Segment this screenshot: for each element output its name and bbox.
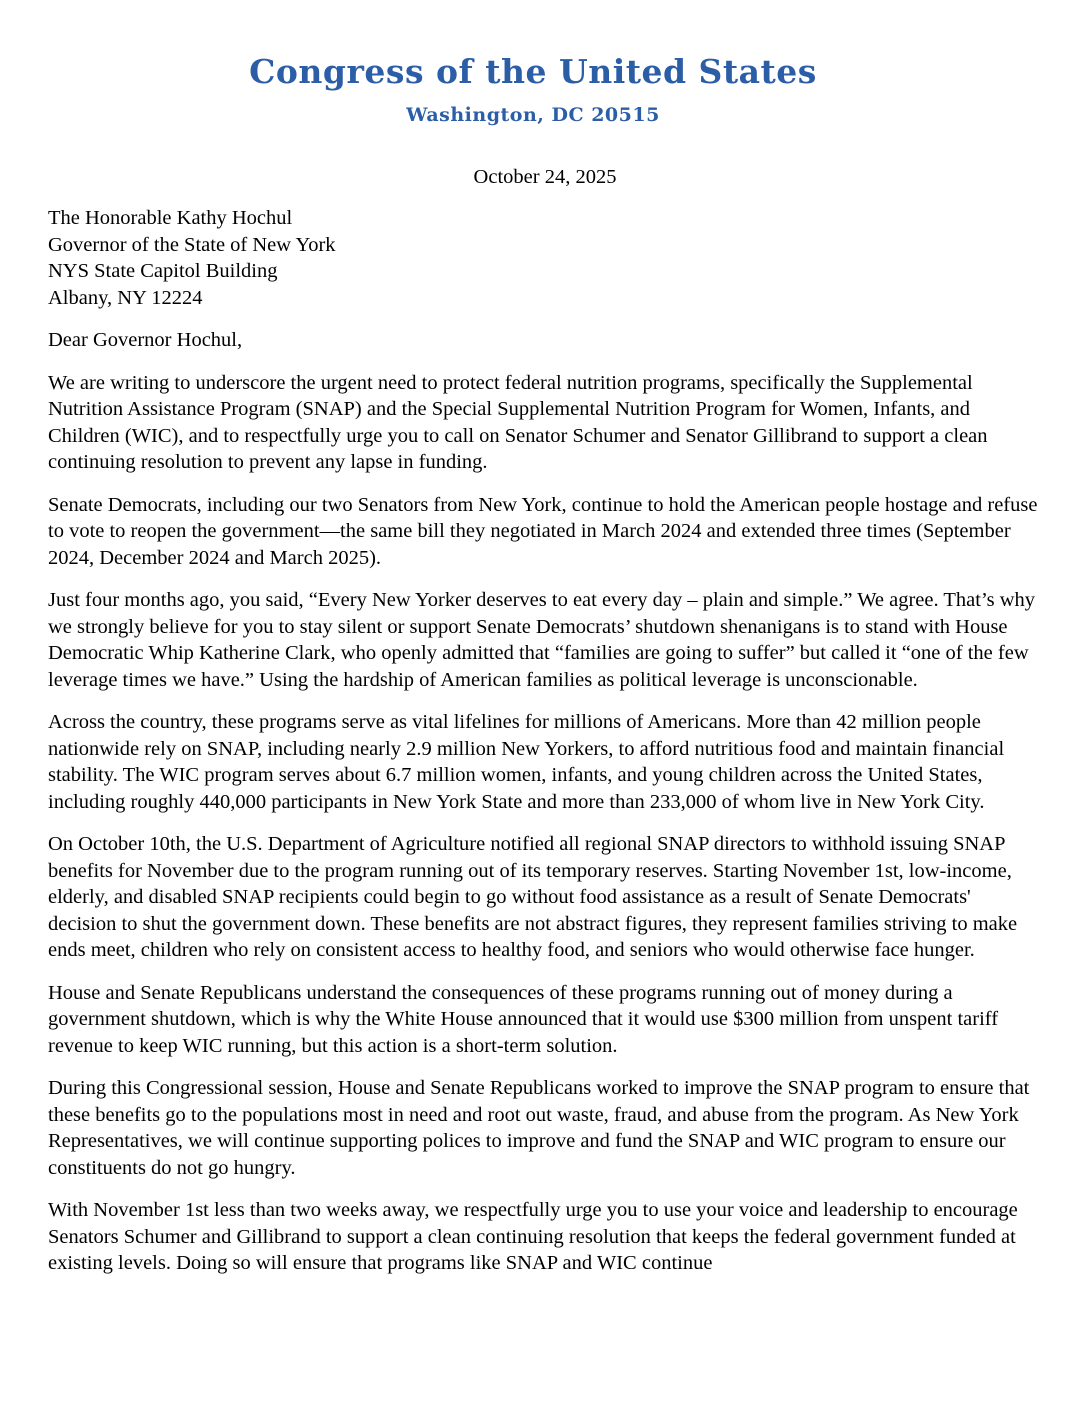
letterhead-title: Congress of the United States <box>249 52 817 91</box>
paragraph-closing-urge: With November 1st less than two weeks away, we respectfully urge you to use your voice and leadership to encourage Senators Schumer and Gillibrand to support a clean continuing resolution that keeps the federal government funded at existing levels. Doing so will ensure that programs like SNAP and WIC continue <box>48 1199 1018 1274</box>
letterhead <box>0 50 1066 128</box>
paragraph-session: During this Congressional session, House and Senate Republicans worked to improve the SNAP program to ensure that these benefits go to the populations most in need and root out waste, fraud, and abuse from the program. As New York Representatives, we will continue supporting polices to improve and fund the SNAP and WIC program to ensure our constituents do not go hungry. <box>48 1077 1030 1179</box>
paragraph-senate-democrats: Senate Democrats, including our two Senators from New York, continue to hold the American people hostage and refuse to vote to reopen the government—the same bill they negotiated in March 2024 and extended three times (September 2024, December 2024 and March 2025). <box>48 493 1038 569</box>
recipient-address <box>48 205 1043 311</box>
recipient-city: Albany, NY 12224 <box>48 286 203 309</box>
recipient-title: Governor of the State of New York <box>48 233 336 256</box>
recipient-name: The Honorable Kathy Hochul <box>48 207 293 229</box>
salutation: Dear Governor Hochul, <box>48 329 243 351</box>
paragraph-white-house: House and Senate Republicans understand the consequences of these programs running out of money during a government shutdown, which is why the White House announced that it would use $300 million from unspent tariff revenue to keep WIC running, but this action is a short-term solution. <box>48 981 999 1057</box>
letter-date: October 24, 2025 <box>473 166 617 188</box>
paragraph-programs: Across the country, these programs serve as vital lifelines for millions of Americans. More than 42 million people nationwide rely on SNAP, including nearly 2.9 million New Yorkers, to afford nutritious food and maintain financial stability. The WIC program serves about 6.7 million women, infants, and young children across the United States, including roughly 440,000 participants in New York State and more than 233,000 of whom live in New York City. <box>48 711 1005 813</box>
paragraph-usda: On October 10th, the U.S. Department of Agriculture notified all regional SNAP directors to withhold issuing SNAP benefits for November due to the program running out of its temporary reserves. Starting November 1st, low-income, elderly, and disabled SNAP recipients could begin to go without food assistance as a result of Senate Democrats' decision to shut the government down. These benefits are not abstract figures, they represent families striving to make ends meet, children who rely on consistent access to healthy food, and seniors who would otherwise face hunger. <box>48 833 1018 961</box>
recipient-street: NYS State Capitol Building <box>48 260 278 282</box>
letterhead-address: Washington, DC 20515 <box>406 104 660 126</box>
paragraph-intro: We are writing to underscore the urgent need to protect federal nutrition programs, specifically the Supplemental Nutrition Assistance Program (SNAP) and the Special Supplemental Nutrition Program for Women, Infants, and Children (WIC), and to respectfully urge you to call on Senator Schumer and Senator Gillibrand to support a clean continuing resolution to prevent any lapse in funding. <box>48 371 988 473</box>
paragraph-quote: Just four months ago, you said, “Every New Yorker deserves to eat every day – plain and simple.” We agree. That’s why we strongly believe for you to stay silent or support Senate Democrats’ shutdown shenanigans is to stand with House Democratic Whip Katherine Clark, who openly admitted that “families are going to suffer” but called it “one of the few leverage times we have.” Using the hardship of American families as political leverage is unconscionable. <box>48 589 1036 691</box>
letter-body <box>48 205 1043 1277</box>
